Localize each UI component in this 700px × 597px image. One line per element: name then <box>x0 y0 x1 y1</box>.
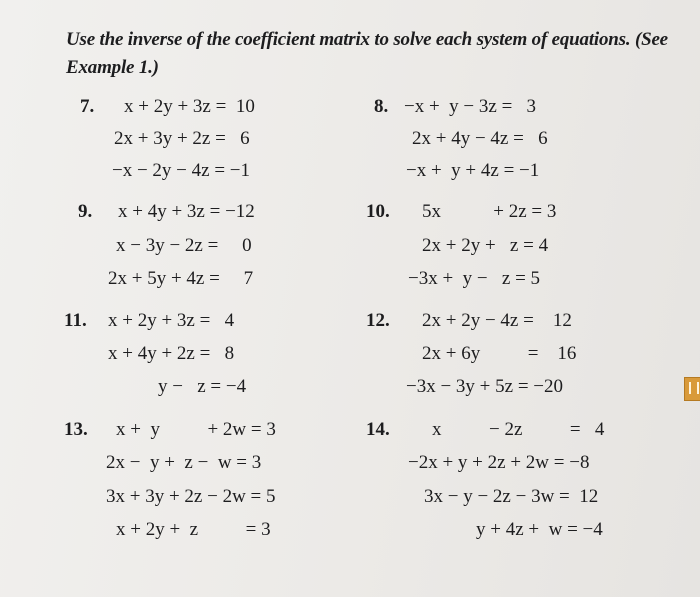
exercise-number: 13. <box>64 419 88 440</box>
equation-line: 2x − y + z − w = 3 <box>106 452 262 473</box>
equation-line: −2x + y + 2z + 2w = −8 <box>408 452 590 473</box>
equation-line: x + 4y + 3z = −12 <box>118 201 255 222</box>
instructions-text: Use the inverse of the coefficient matrix to solve each system of equations. (See Example 1.) <box>66 29 668 78</box>
equation-line: x + 2y + z = 3 <box>116 519 271 540</box>
equation-line: x − 2z = 4 <box>432 419 605 440</box>
equation-line: −3x − 3y + 5z = −20 <box>406 376 564 397</box>
exercise-number: 9. <box>78 201 93 222</box>
equation-line: x + 4y + 2z = 8 <box>108 343 235 364</box>
equation-line: 3x + 3y + 2z − 2w = 5 <box>106 486 276 507</box>
equation-line: −x + y + 4z = −1 <box>406 160 540 181</box>
exercise-number: 14. <box>366 419 390 440</box>
equation-line: 2x + 6y = 16 <box>422 343 577 364</box>
equation-line: x − 3y − 2z = 0 <box>116 235 252 256</box>
exercise-number: 8. <box>374 96 389 117</box>
equation-line: y + 4z + w = −4 <box>476 519 603 540</box>
equation-line: 2x + 4y − 4z = 6 <box>412 128 548 149</box>
page-tab-marker-icon <box>684 377 700 401</box>
equation-line: −x + y − 3z = 3 <box>404 96 537 117</box>
equation-line: −3x + y − z = 5 <box>408 268 541 289</box>
exercise-number: 10. <box>366 201 390 222</box>
equation-line: x + 2y + 3z = 4 <box>108 310 235 331</box>
equation-line: 5x + 2z = 3 <box>422 201 557 222</box>
equation-line: 2x + 2y + z = 4 <box>422 235 549 256</box>
equation-line: x + 2y + 3z = 10 <box>124 96 255 117</box>
equation-line: y − z = −4 <box>158 376 247 397</box>
exercise-number: 11. <box>64 310 87 331</box>
equation-line: x + y + 2w = 3 <box>116 419 276 440</box>
equation-line: 2x + 3y + 2z = 6 <box>114 128 250 149</box>
equation-line: −x − 2y − 4z = −1 <box>112 160 251 181</box>
equation-line: 3x − y − 2z − 3w = 12 <box>424 486 599 507</box>
equation-line: 2x + 2y − 4z = 12 <box>422 310 572 331</box>
equation-line: 2x + 5y + 4z = 7 <box>108 268 254 289</box>
exercise-number: 7. <box>80 96 95 117</box>
exercise-number: 12. <box>366 310 390 331</box>
